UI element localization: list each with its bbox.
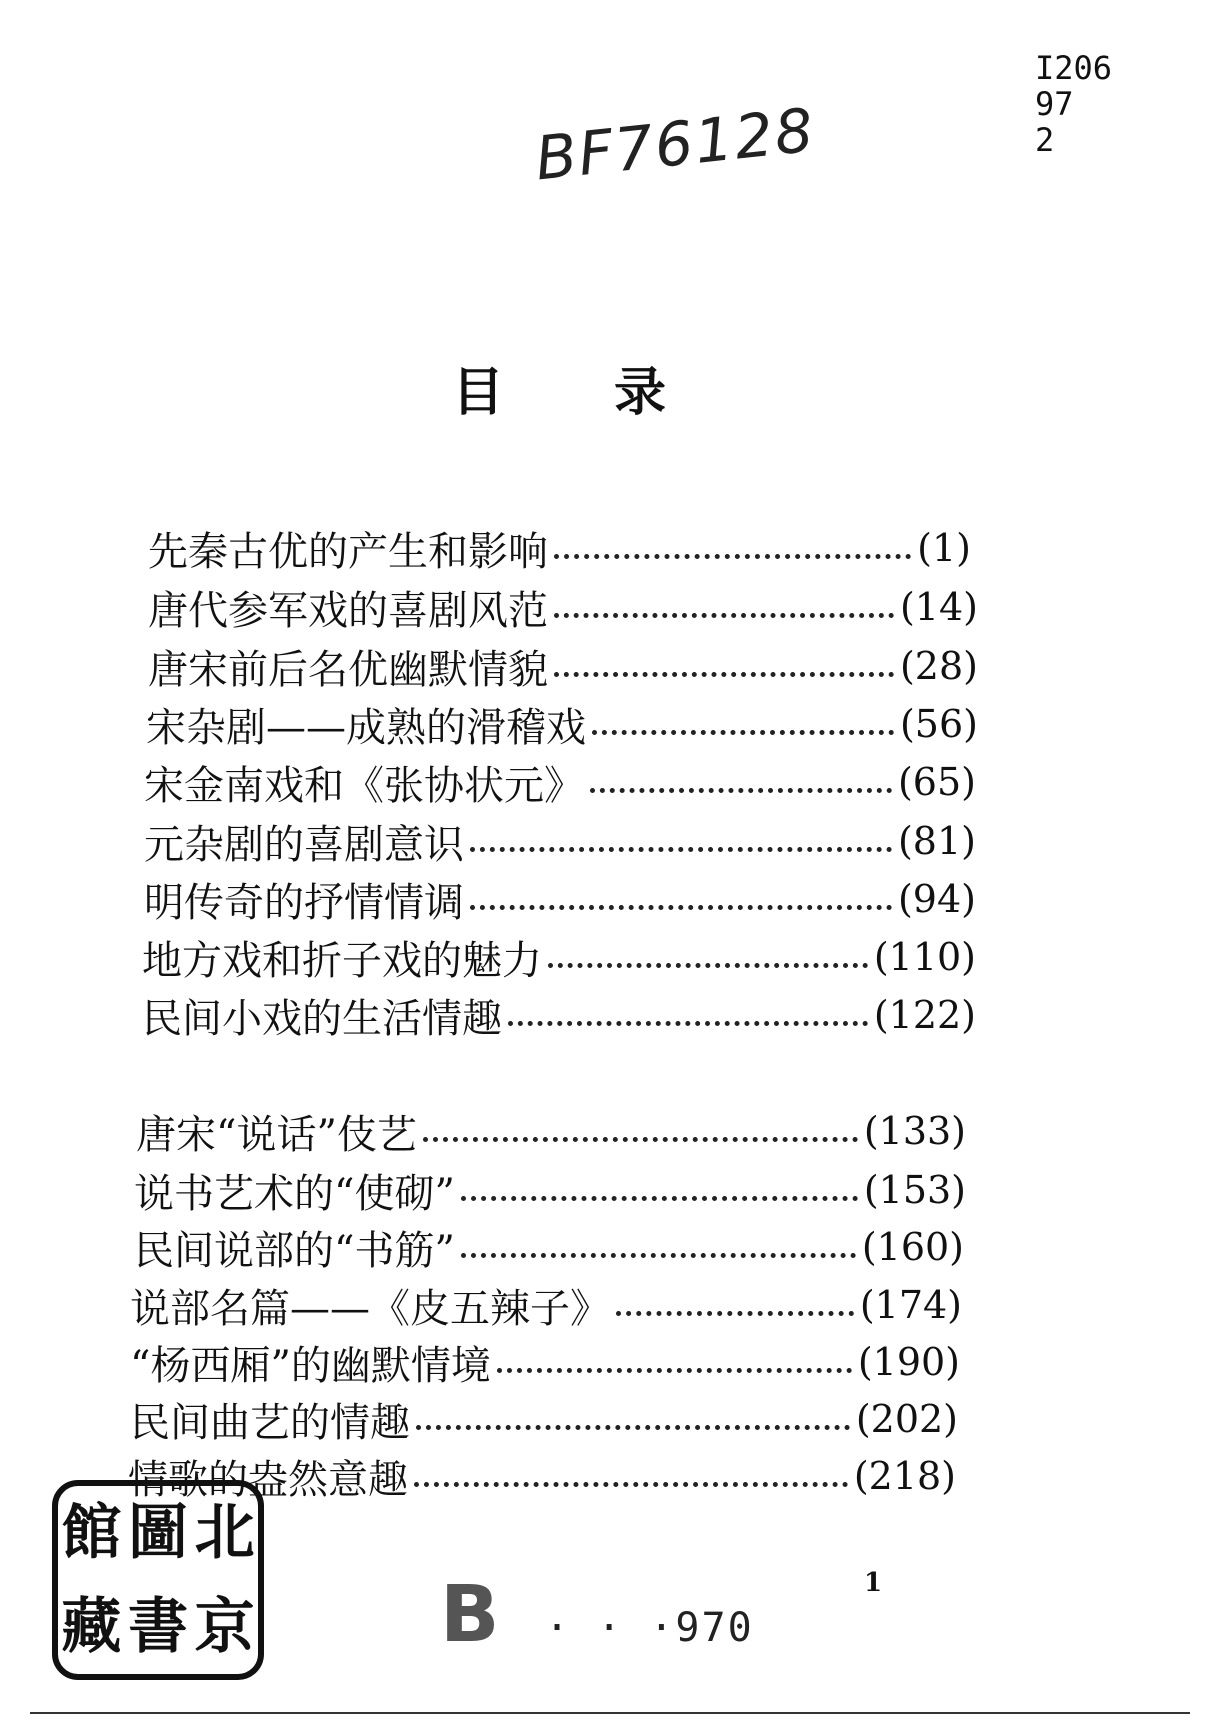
toc-entry-page: (160)	[861, 1225, 964, 1269]
toc-entry-page: (153)	[863, 1168, 966, 1212]
toc-entry-page: (110)	[873, 935, 976, 979]
accession-number: · · ·970	[545, 1605, 754, 1651]
toc-entry-title: 宋金南戏和《张协状元》	[144, 762, 584, 809]
dot-leader	[423, 1137, 858, 1142]
dot-leader	[554, 672, 894, 677]
toc-entry	[144, 816, 976, 866]
call-number-line: 2	[1035, 121, 1055, 159]
toc-entry	[130, 1337, 960, 1387]
toc-entry-title: 元杂剧的喜剧意识	[144, 821, 464, 868]
toc-entry	[148, 582, 978, 632]
stamp-character: 圖	[127, 1498, 188, 1568]
toc-entry-page: (218)	[853, 1454, 956, 1498]
toc-entry-title: 民间小戏的生活情趣	[142, 995, 502, 1042]
toc-entry-title: 唐代参军戏的喜剧风范	[148, 587, 548, 634]
toc-entry-title: 明传奇的抒情情调	[144, 879, 464, 926]
toc-entry-title: 先秦古优的产生和影响	[148, 528, 548, 575]
toc-entry-page: (1)	[917, 526, 971, 570]
page-number: 1	[864, 1568, 883, 1598]
call-number-line: 97	[1035, 85, 1074, 123]
toc-entry	[142, 932, 976, 982]
stamp-character: 京	[194, 1592, 255, 1662]
dot-leader	[616, 1311, 854, 1316]
toc-entry	[148, 523, 971, 573]
accession-letter: B	[440, 1570, 500, 1660]
call-number-line: I206	[1035, 49, 1113, 87]
toc-entry	[130, 1280, 962, 1330]
toc-entry-page: (122)	[873, 993, 976, 1037]
toc-entry-page: (190)	[857, 1340, 960, 1384]
toc-entry-page: (94)	[897, 877, 976, 921]
toc-entry-page: (133)	[863, 1109, 966, 1153]
stamp-character: 藏	[61, 1592, 122, 1662]
library-seal-stamp	[52, 1480, 264, 1680]
toc-entry-page: (174)	[859, 1283, 962, 1327]
dot-leader	[548, 963, 868, 968]
toc-entry-title: 情歌的盎然意趣	[128, 1456, 408, 1503]
dot-leader	[554, 613, 894, 618]
toc-entry-title: 唐宋“说话”伎艺	[136, 1111, 417, 1158]
stamp-character: 北	[194, 1498, 255, 1568]
call-number	[1035, 50, 1112, 158]
toc-entry-page: (202)	[855, 1397, 958, 1441]
handwritten-code: BF76128	[532, 95, 819, 195]
toc-entry-title: 民间曲艺的情趣	[130, 1399, 410, 1446]
toc-entry-page: (65)	[897, 760, 976, 804]
toc-entry-page: (81)	[897, 819, 976, 863]
toc-entry	[130, 1394, 958, 1444]
toc-entry-title: “杨西厢”的幽默情境	[130, 1342, 491, 1389]
dot-leader	[470, 905, 892, 910]
stamp-character: 書	[127, 1592, 188, 1662]
stamp-character: 館	[61, 1498, 122, 1568]
toc-entry	[144, 874, 976, 924]
dot-leader	[416, 1425, 850, 1430]
toc-entry-page: (56)	[899, 702, 978, 746]
toc-entry	[136, 1106, 966, 1156]
dot-leader	[508, 1021, 868, 1026]
page-title: 目录	[452, 362, 777, 423]
toc-entry-title: 民间说部的“书筋”	[134, 1227, 455, 1274]
toc-entry-title: 说部名篇——《皮五辣子》	[130, 1285, 610, 1332]
toc-entry	[134, 1222, 964, 1272]
toc-entry-title: 宋杂剧——成熟的滑稽戏	[146, 704, 586, 751]
dot-leader	[554, 554, 911, 559]
dot-leader	[497, 1368, 852, 1373]
toc-entry	[144, 757, 976, 807]
dot-leader	[461, 1196, 858, 1201]
dot-leader	[414, 1482, 848, 1487]
toc-entry	[148, 641, 978, 691]
dot-leader	[590, 788, 892, 793]
toc-entry-title: 唐宋前后名优幽默情貌	[148, 646, 548, 693]
toc-entry-page: (14)	[899, 585, 978, 629]
toc-entry-title: 地方戏和折子戏的魅力	[142, 937, 542, 984]
toc-entry-page: (28)	[899, 644, 978, 688]
bottom-rule	[30, 1712, 1190, 1714]
toc-entry	[142, 990, 976, 1040]
toc-entry-title: 说书艺术的“使砌”	[134, 1170, 455, 1217]
toc-entry	[146, 699, 978, 749]
dot-leader	[461, 1253, 856, 1258]
toc-entry	[134, 1165, 966, 1215]
dot-leader	[592, 730, 894, 735]
dot-leader	[470, 847, 892, 852]
